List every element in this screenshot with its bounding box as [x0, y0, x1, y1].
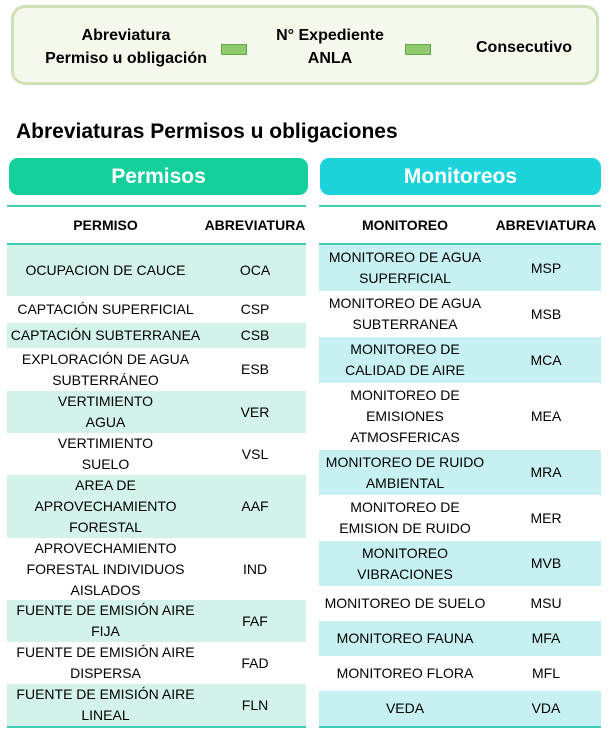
row-abbreviation: MCA [530, 351, 562, 368]
row-name-line: AISLADOS [70, 581, 141, 598]
row-abbreviation: MEA [530, 408, 562, 424]
formula-separator [405, 44, 431, 55]
row-name-line: APROVECHAMIENTO [34, 539, 177, 556]
row-abbreviation: CSP [240, 301, 270, 317]
row-abbreviation: FAD [241, 654, 269, 671]
formula-separator [221, 44, 247, 55]
row-name-line: DISPERSA [70, 665, 141, 681]
permisos-banner: Permisos [9, 158, 308, 195]
formula-abbreviation-label: Abreviatura Permiso u obligación [45, 27, 207, 67]
section-title: Abreviaturas Permisos u obligaciones [16, 120, 398, 143]
table-row [319, 291, 601, 337]
row-name-line: VEDA [385, 700, 425, 716]
row-abbreviation: MSP [530, 259, 562, 276]
row-name [7, 600, 204, 642]
row-abbreviation: VSL [241, 445, 269, 462]
table-row [319, 621, 601, 656]
row-name [319, 293, 491, 335]
row-abbreviation: VDA [531, 700, 561, 716]
table-row [7, 323, 306, 348]
column-header-abreviatura: ABREVIATURA [204, 217, 306, 233]
table-rule [7, 726, 306, 728]
table-row [319, 245, 601, 291]
row-name [319, 452, 491, 494]
row-abbreviation: MER [530, 509, 562, 526]
row-name-line: MONITOREO DE RUIDO [325, 453, 485, 470]
table-header [7, 207, 306, 243]
row-abbreviation: FAF [242, 612, 268, 629]
row-name-line: FUENTE DE EMISIÓN AIRE [16, 602, 195, 618]
row-abbreviation: CSB [240, 327, 270, 343]
row-name-line: MONITOREO FLORA [336, 665, 474, 681]
row-abbreviation: OCA [239, 262, 271, 278]
table-row [7, 245, 306, 296]
row-abbreviation: MSU [530, 595, 562, 611]
row-name-line: MONITOREO DE [350, 387, 460, 403]
formula-expediente-label: N° Expediente ANLA [276, 27, 384, 67]
row-name-line: MONITOREO DE [350, 341, 460, 357]
permisos-table [7, 205, 306, 728]
row-abbreviation: IND [242, 560, 268, 577]
row-name-line: MONITOREO FAUNA [336, 630, 474, 646]
row-name-line: CALIDAD DE AIRE [345, 362, 465, 378]
column-header-permiso: PERMISO [73, 217, 138, 233]
table-row [7, 475, 306, 538]
column-header-monitoreo: MONITOREO [361, 217, 449, 233]
table-row [319, 691, 601, 726]
row-name-line: SUPERFICIAL [359, 270, 451, 286]
row-abbreviation: FLN [241, 696, 269, 713]
table-row [7, 600, 306, 642]
table-row [7, 642, 306, 684]
table-row [319, 656, 601, 691]
table-header [319, 207, 601, 243]
row-name-line: OCUPACION DE CAUCE [25, 262, 186, 278]
table-row [7, 684, 306, 726]
row-abbreviation: MFL [532, 665, 560, 681]
table-row [319, 495, 601, 541]
row-name [7, 325, 204, 346]
row-name [319, 385, 491, 448]
row-name [319, 543, 491, 585]
row-name-line: MONITOREO [361, 544, 449, 561]
row-name [319, 698, 491, 719]
row-name-line: CAPTACIÓN SUBTERRANEA [10, 327, 201, 343]
row-abbreviation: MFA [531, 630, 561, 646]
row-name [319, 497, 491, 539]
formula-consecutive-label: Consecutivo [475, 39, 572, 56]
row-name-line: FIJA [91, 623, 120, 639]
monitoreos-banner: Monitoreos [320, 158, 601, 195]
row-name-line: VERTIMIENTO [57, 393, 154, 409]
row-name-line: MONITOREO DE [350, 499, 460, 515]
naming-formula-box [11, 5, 599, 85]
row-name-line: EXPLORACIÓN DE AGUA [21, 350, 190, 367]
row-name [7, 538, 204, 601]
table-row [7, 433, 306, 475]
row-name [7, 260, 204, 281]
table-row [7, 296, 306, 323]
row-name-line: EMISIONES [366, 408, 444, 424]
row-abbreviation: MVB [530, 555, 562, 571]
table-row [7, 391, 306, 433]
row-name-line: SUELO [81, 456, 130, 472]
row-name [7, 299, 204, 320]
row-name [319, 593, 491, 614]
table-body [319, 245, 601, 726]
row-name-line: FORESTAL INDIVIDUOS [26, 560, 185, 577]
row-abbreviation: VER [240, 403, 270, 420]
row-abbreviation: AAF [241, 498, 269, 514]
row-name [319, 628, 491, 649]
row-name-line: SUBTERRANEA [352, 316, 458, 332]
table-body [7, 245, 306, 726]
row-name [7, 433, 204, 475]
row-name-line: APROVECHAMIENTO [34, 498, 177, 514]
row-name-line: MONITOREO DE SUELO [324, 595, 486, 611]
row-name-line: VERTIMIENTO [57, 435, 154, 451]
row-name-line: AMBIENTAL [365, 474, 445, 491]
row-name-line: ATMOSFERICAS [350, 429, 460, 445]
row-name [7, 642, 204, 684]
row-name [7, 391, 204, 433]
row-abbreviation: MRA [530, 464, 562, 480]
row-name-line: AGUA [85, 414, 126, 430]
row-name [319, 247, 491, 289]
row-name [7, 684, 204, 726]
row-name-line: MONITOREO DE AGUA [328, 295, 482, 311]
table-row [7, 348, 306, 391]
column-header-abreviatura: ABREVIATURA [495, 217, 597, 233]
row-name-line: SUBTERRÁNEO [52, 371, 159, 388]
table-rule [319, 726, 601, 728]
table-row [319, 337, 601, 383]
row-name [7, 475, 204, 538]
row-abbreviation: MSB [530, 305, 562, 322]
table-row [319, 541, 601, 586]
row-name-line: MONITOREO DE AGUA [328, 249, 482, 265]
table-row [319, 586, 601, 621]
row-name-line: AREA DE [75, 477, 136, 493]
row-abbreviation: ESB [240, 361, 269, 377]
row-name [319, 663, 491, 684]
row-name-line: EMISION DE RUIDO [339, 520, 471, 536]
table-row [319, 450, 601, 495]
row-name-line: FUENTE DE EMISIÓN AIRE [16, 686, 195, 702]
row-name-line: CAPTACIÓN SUPERFICIAL [17, 301, 194, 317]
row-name-line: LINEAL [81, 707, 130, 723]
row-name-line: FORESTAL [69, 519, 142, 535]
row-name [7, 349, 204, 391]
table-row [7, 538, 306, 600]
row-name-line: VIBRACIONES [357, 565, 453, 582]
row-name-line: FUENTE DE EMISIÓN AIRE [16, 644, 195, 660]
row-name [319, 339, 491, 381]
table-row [319, 383, 601, 450]
monitoreos-table [319, 205, 601, 728]
